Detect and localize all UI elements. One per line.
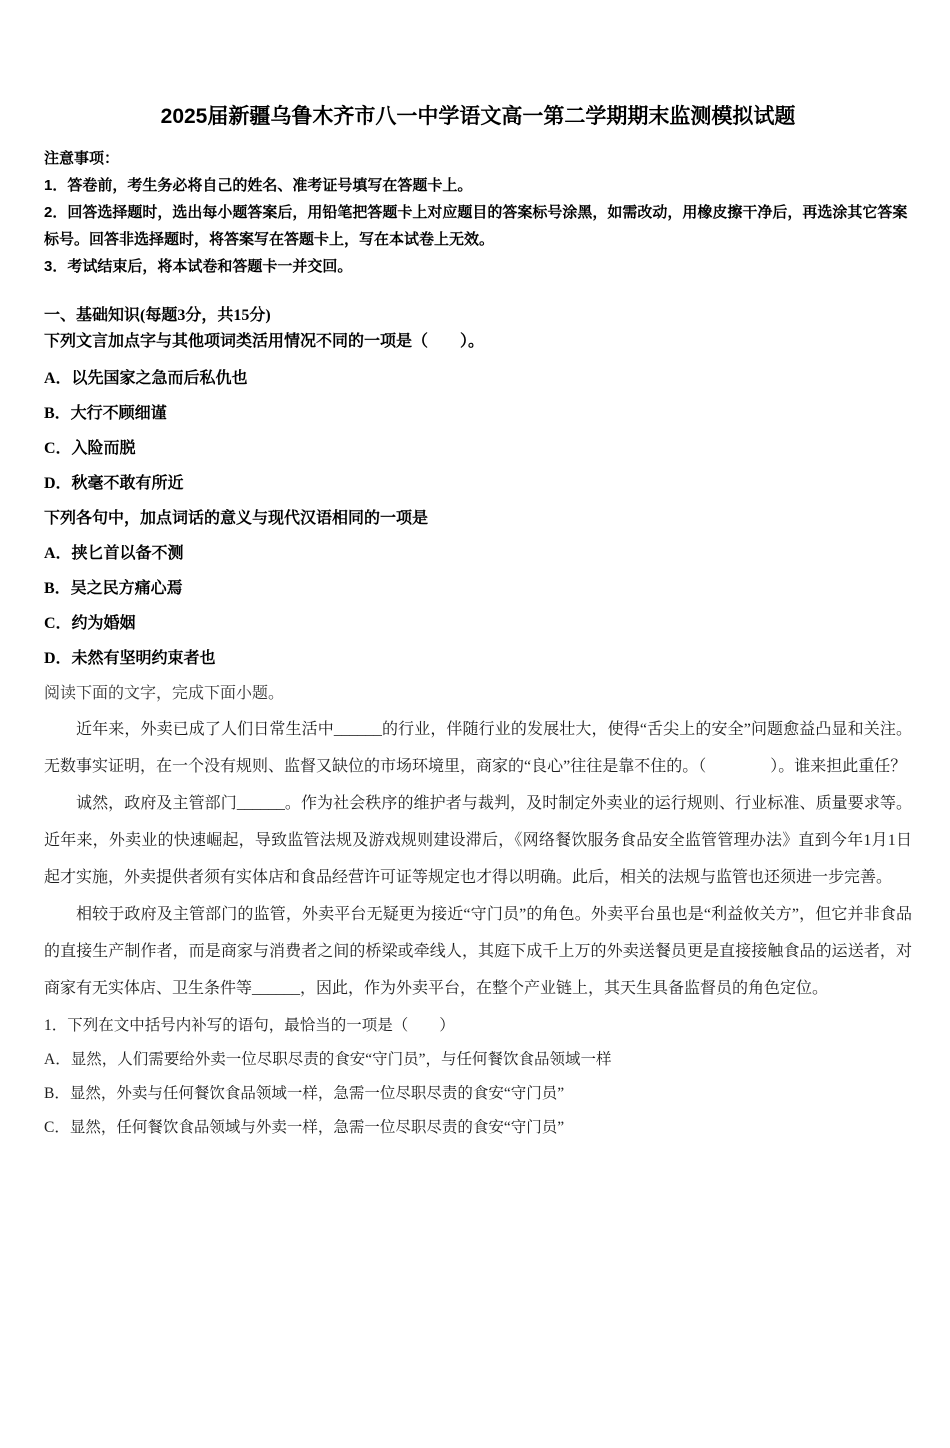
question-ancient-meaning-option-a: A．挟匕首以备不测 xyxy=(44,545,184,562)
question-word-class-option-b: B．大行不顾细谨 xyxy=(44,405,167,422)
reading-question-1-stem: 1．下列在文中括号内补写的语句，最恰当的一项是（ ） xyxy=(44,1017,455,1034)
reading-question-1-option-a: A．显然，人们需要给外卖一位尽职尽责的食安“守门员”，与任何餐饮食品领域一样 xyxy=(44,1051,612,1068)
question-word-class-option-c: C．入险而脱 xyxy=(44,440,136,457)
passage-paragraph-2: 诚然，政府及主管部门______。作为社会秩序的维护者与裁判，及时制定外卖业的运行规则、行业标准、质量要求等。近年来，外卖业的快速崛起，导致监管法规及游戏规则建设滞后，《网络餐饮服务食品安全监管管理办法》直到今年1月1日起才实施，外卖提供者须有实体店和食品经营许可证等规定也才得以明确。此后，相关的法规与监管也还须进一步完善。 xyxy=(44,795,912,886)
reading-intro: 阅读下面的文字，完成下面小题。 xyxy=(44,685,285,702)
notice-item-3: 3．考试结束后，将本试卷和答题卡一并交回。 xyxy=(44,258,353,275)
question-ancient-meaning-option-b: B．吴之民方痛心焉 xyxy=(44,580,183,597)
question-ancient-meaning-option-d: D．未然有坚明约束者也 xyxy=(44,650,216,667)
exam-paper-page xyxy=(0,104,950,1145)
notice-item-2: 2．回答选择题时，选出每小题答案后，用铅笔把答题卡上对应题目的答案标号涂黑，如需改动，用橡皮擦干净后，再选涂其它答案标号。回答非选择题时，将答案写在答题卡上，写在本试卷上无效。 xyxy=(44,204,908,248)
reading-question-1-option-c: C．显然，任何餐饮食品领域与外卖一样，急需一位尽职尽责的食安“守门员” xyxy=(44,1119,565,1136)
question-word-class-option-a: A．以先国家之急而后私仇也 xyxy=(44,370,248,387)
notice-heading: 注意事项： xyxy=(44,150,120,167)
section-one xyxy=(44,303,912,670)
question-word-class-stem: 下列文言加点字与其他项词类活用情况不同的一项是（ ）。 xyxy=(44,333,485,350)
reading-passage xyxy=(44,711,912,1007)
reading-question-1 xyxy=(44,1009,912,1145)
notice-item-1: 1．答卷前，考生务必将自己的姓名、准考证号填写在答题卡上。 xyxy=(44,177,473,194)
page-title: 2025届新疆乌鲁木齐市八一中学语文高一第二学期期末监测模拟试题 xyxy=(160,105,796,128)
question-word-class-option-d: D．秋毫不敢有所近 xyxy=(44,475,184,492)
passage-paragraph-1: 近年来，外卖已成了人们日常生活中______的行业，伴随行业的发展壮大，使得“舌尖上的安全”问题愈益凸显和关注。无数事实证明，在一个没有规则、监督又缺位的市场环境里，商家的“良心”往往是靠不住的。（ ）。谁来担此重任？ xyxy=(44,721,912,775)
reading-section xyxy=(44,681,912,1145)
question-ancient-meaning-option-c: C．约为婚姻 xyxy=(44,615,136,632)
passage-paragraph-3: 相较于政府及主管部门的监管，外卖平台无疑更为接近“守门员”的角色。外卖平台虽也是“利益攸关方”，但它并非食品的直接生产制作者，而是商家与消费者之间的桥梁或牵线人，其庭下成千上万的外卖送餐员更是直接接触食品的运送者，对商家有无实体店、卫生条件等______，因此，作为外卖平台，在整个产业链上，其天生具备监督员的角色定位。 xyxy=(44,906,912,997)
reading-question-1-option-b: B．显然，外卖与任何餐饮食品领域一样，急需一位尽职尽责的食安“守门员” xyxy=(44,1085,565,1102)
section-one-heading: 一、基础知识(每题3分，共15分) xyxy=(44,307,271,324)
question-ancient-meaning-stem: 下列各句中，加点词话的意义与现代汉语相同的一项是 xyxy=(44,510,429,527)
notice-section xyxy=(44,145,912,280)
